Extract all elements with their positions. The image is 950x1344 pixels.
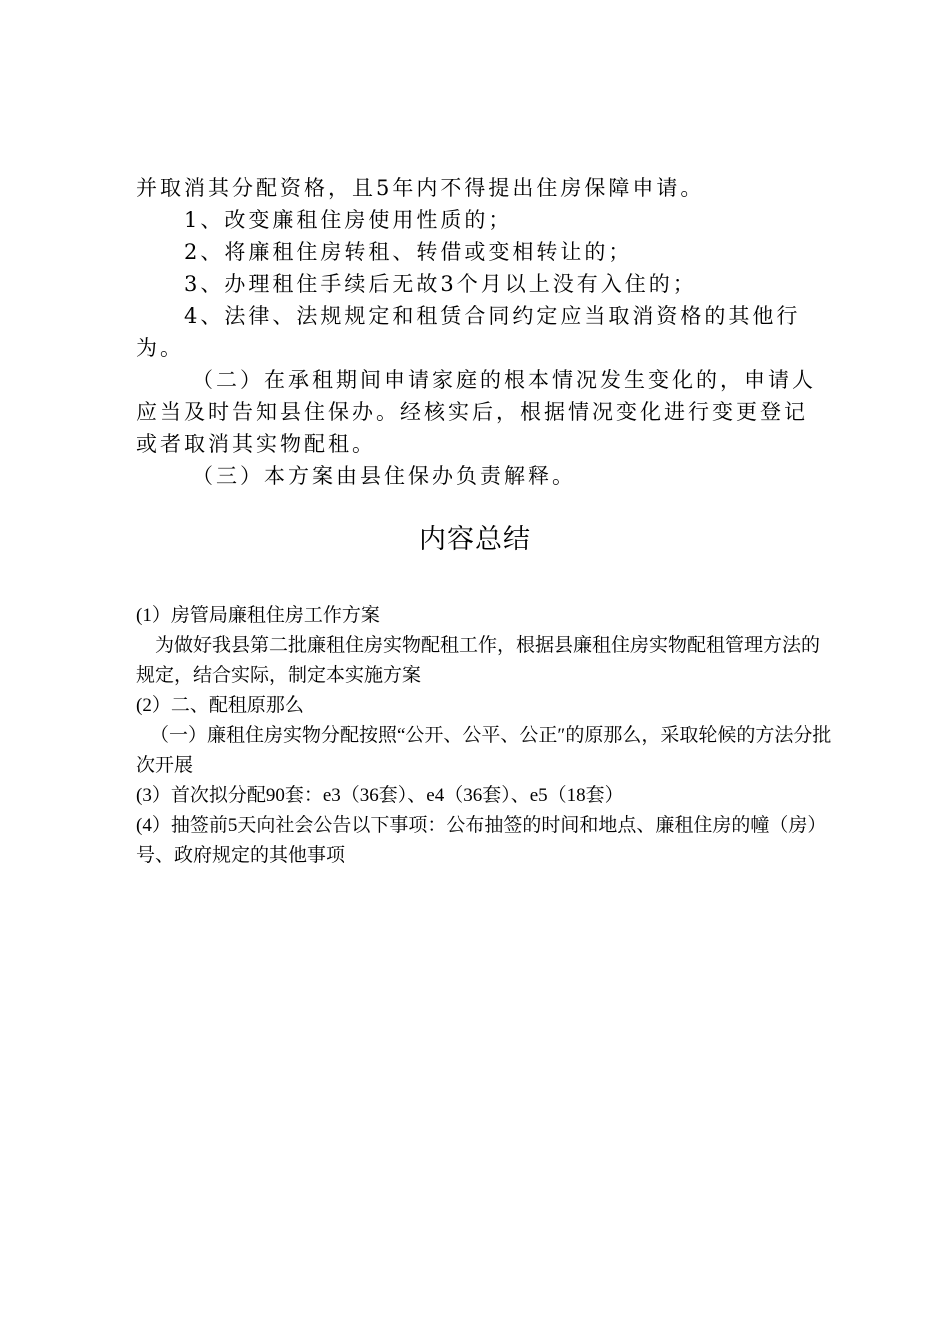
paragraph-section-2: （二）在承租期间申请家庭的根本情况发生变化的，申请人应当及时告知县住保办。经核实后，根据情况变化进行变更登记或者取消其实物配租。	[136, 368, 816, 456]
summary-item-2: (2）二、配租原那么	[136, 695, 304, 716]
list-item-2: 2、将廉租住房转租、转借或变相转让的；	[184, 240, 633, 264]
list-item-3: 3、办理租住手续后无故3个月以上没有入住的；	[184, 272, 697, 296]
summary-item-4: (4）抽签前5天向社会公告以下事项：公布抽签的时间和地点、廉租住房的幢（房）号、政府规定的其他事项	[136, 815, 827, 866]
paragraph-section-3: （三）本方案由县住保办负责解释。	[192, 464, 576, 488]
document-body	[136, 172, 826, 492]
summary-item-1: (1）房管局廉租住房工作方案	[136, 605, 380, 626]
paragraph-cancel-qualification: 并取消其分配资格，且5年内不得提出住房保障申请。	[136, 176, 705, 200]
list-item-1: 1、改变廉租住房使用性质的；	[184, 208, 513, 232]
summary-title: 内容总结	[419, 524, 531, 555]
list-item-4: 4、法律、法规规定和租赁合同约定应当取消资格的其他行为。	[136, 304, 801, 360]
summary-section	[136, 601, 836, 871]
summary-item-3: (3）首次拟分配90套：e3（36套）、e4（36套）、e5（18套）	[136, 785, 624, 806]
summary-item-2-text: （一）廉租住房实物分配按照“公开、公平、公正″的原那么，采取轮候的方法分批次开展	[136, 725, 832, 776]
summary-item-1-text: 为做好我县第二批廉租住房实物配租工作，根据县廉租住房实物配租管理方法的规定，结合实际，制定本实施方案	[136, 635, 821, 686]
